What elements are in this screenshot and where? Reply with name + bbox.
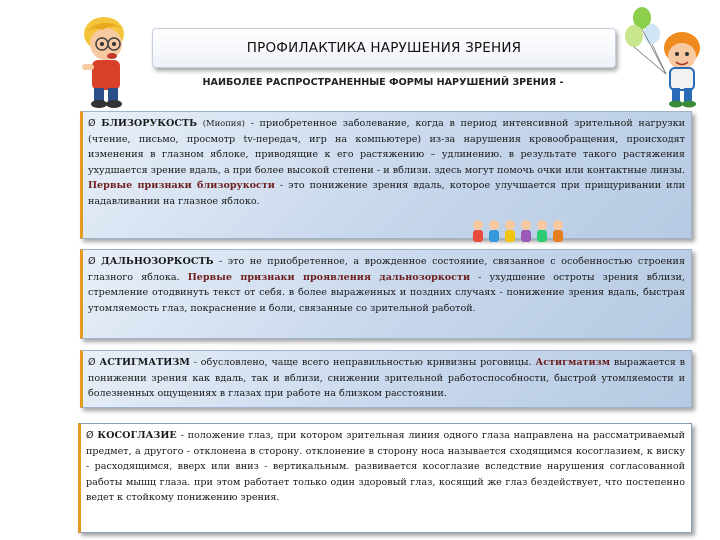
hyperopia-signs: Первые признаки проявления дальнозоркости xyxy=(187,271,471,283)
page-title: ПРОФИЛАКТИКА НАРУШЕНИЯ ЗРЕНИЯ xyxy=(152,28,616,68)
section-myopia xyxy=(80,111,692,239)
term-strabismus: КОСОГЛАЗИЕ xyxy=(97,430,177,441)
hyperopia-text-2: - ухудшение остроты зрения вблизи, стремление отодвинуть текст от себя. в более выраженных и поздних случаях - понижение зрения вдаль, быстрая утомляемость глаз, покраснение и боли, связанные со зрительной работой. xyxy=(88,271,685,314)
boy-illustration-left xyxy=(72,14,142,110)
section-strabismus xyxy=(78,423,692,533)
children-row-illustration xyxy=(470,218,570,248)
section-hyperopia xyxy=(80,249,692,339)
term-myopia: БЛИЗОРУКОСТЬ xyxy=(101,118,198,129)
term-latin: (Миопия) xyxy=(202,118,245,128)
myopia-text-1: - приобретенное заболевание, когда в период интенсивной зрительной нагрузки (чтение, письмо, просмотр tv-передач, игр на компьютере) из-за нарушения кровообращения, происходят изменения в глазном яблоке, приводящие к его растяжению – удлинению. в результате такого растяжения ухудшается зрение вдаль, а при более высокой степени - и вблизи. здесь могут помочь очки или контактные линзы. xyxy=(88,118,685,176)
strabismus-text-1: - положение глаз, при котором зрительная линия одного глаза направлена на рассматриваемый предмет, а другого - отклонена в сторону. отклонение в сторону носа называется сходящимся косоглазием, к виску - расходящимся, вверх или вниз - вертикальным. развивается косоглазие вследствие нарушения согласованной работы мышц глаза. при этом работает только один здоровый глаз, косящий же глаз бездействует, что постепенно ведет к стойкому понижению зрения. xyxy=(86,430,685,504)
myopia-text-2: - это понижение зрения вдаль, которое улучшается при прищуривании или надавливании на глазное яблоко. xyxy=(88,180,685,207)
myopia-signs: Первые признаки близорукости xyxy=(88,180,275,192)
term-astigmatism: АСТИГМАТИЗМ xyxy=(99,357,190,368)
astigmatism-signs: Астигматизм xyxy=(535,357,611,368)
bullet-marker: Ø xyxy=(88,256,96,267)
page-subtitle: НАИБОЛЕЕ РАСПРОСТРАНЕННЫЕ ФОРМЫ НАРУШЕНИЙ ЗРЕНИЯ - xyxy=(202,77,564,88)
bullet-marker: Ø xyxy=(88,357,96,368)
bullet-marker: Ø xyxy=(88,118,96,129)
section-astigmatism xyxy=(80,350,692,408)
astigmatism-text-1: - обусловлено, чаще всего неправильностью кривизны роговицы. xyxy=(189,357,536,368)
hyperopia-text-1: - это не приобретенное, а врожденное состояние, связанное с особенностью строения глазного яблока. xyxy=(88,256,685,283)
bullet-marker: Ø xyxy=(86,430,94,441)
term-hyperopia: ДАЛЬНОЗОРКОСТЬ xyxy=(101,256,214,267)
astigmatism-text-2: выражается в понижении зрения как вдаль, так и вблизи, снижении зрительной работоспособности, быстрой утомляемости и болезненных ощущениях в глазах при работе на близком расстоянии. xyxy=(88,357,685,400)
boy-with-balloons-illustration xyxy=(622,4,714,112)
